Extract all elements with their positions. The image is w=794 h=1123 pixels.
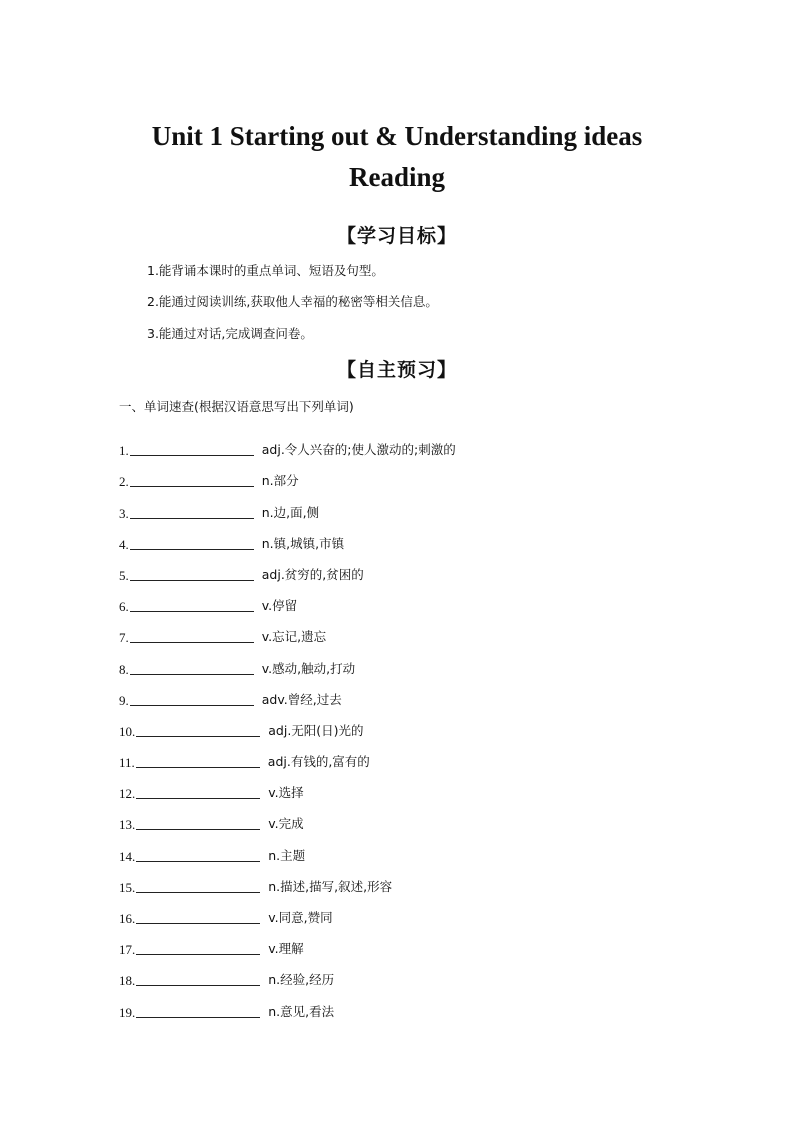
vocab-definition: n.主题 — [268, 847, 306, 863]
vocab-row — [119, 833, 719, 864]
vocab-definition: v.同意,赞同 — [268, 910, 333, 925]
vocab-answer-blank[interactable] — [130, 691, 254, 706]
vocab-number: 15. — [119, 879, 136, 895]
vocab-number: 4. — [119, 536, 129, 552]
vocab-row — [119, 865, 719, 896]
objective-item: 1.能背诵本课时的重点单词、短语及句型。 — [147, 263, 384, 278]
vocab-number: 11. — [119, 755, 135, 771]
objective-item: 2.能通过阅读训练,获取他人幸福的秘密等相关信息。 — [147, 294, 438, 309]
vocab-row — [119, 709, 719, 740]
vocab-answer-blank[interactable] — [136, 878, 260, 893]
vocab-number: 7. — [119, 630, 129, 646]
self-preview-heading: 【自主预习】 — [336, 359, 457, 381]
vocab-answer-blank[interactable] — [130, 441, 254, 456]
vocab-definition: v.忘记,遗忘 — [261, 629, 327, 645]
vocab-number: 16. — [119, 911, 136, 926]
vocab-answer-blank[interactable] — [136, 847, 260, 862]
vocab-answer-blank[interactable] — [136, 909, 260, 924]
vocab-definition: n.镇,城镇,市镇 — [261, 535, 345, 551]
vocab-definition: adj.无阳(日)光的 — [268, 722, 364, 738]
vocab-number: 1. — [119, 443, 129, 459]
vocab-definition: v.选择 — [268, 785, 304, 801]
vocab-row — [119, 896, 719, 927]
vocab-answer-blank[interactable] — [136, 722, 260, 737]
vocab-row — [119, 927, 719, 958]
vocab-answer-blank[interactable] — [136, 940, 260, 955]
vocab-number: 6. — [119, 599, 129, 615]
vocab-answer-blank[interactable] — [136, 1003, 260, 1018]
vocab-definition: adj.有钱的,富有的 — [267, 754, 370, 770]
vocab-number: 12. — [119, 786, 136, 802]
vocab-answer-blank[interactable] — [130, 597, 254, 612]
page-subtitle: Reading — [348, 162, 446, 192]
vocab-answer-blank[interactable] — [136, 971, 260, 986]
vocab-row — [119, 459, 719, 490]
vocab-definition: n.边,面,侧 — [261, 504, 320, 520]
vocab-answer-blank[interactable] — [130, 628, 254, 643]
vocab-row — [119, 428, 719, 459]
vocab-definition: n.部分 — [261, 473, 299, 489]
vocab-definition: adj.令人兴奋的;使人激动的;刺激的 — [261, 442, 456, 458]
page-title: Unit 1 Starting out & Understanding ideas — [151, 121, 643, 151]
vocab-answer-blank[interactable] — [130, 660, 254, 675]
vocab-row — [119, 490, 719, 521]
vocab-row — [119, 802, 719, 833]
vocab-answer-blank[interactable] — [136, 815, 260, 830]
vocab-number: 5. — [119, 567, 129, 583]
vocab-number: 2. — [119, 474, 129, 490]
vocab-number: 14. — [119, 848, 136, 864]
vocab-definition: v.完成 — [268, 816, 304, 832]
vocab-number: 19. — [119, 1004, 136, 1020]
vocab-row — [119, 584, 719, 615]
vocab-definition: adj.贫穷的,贫困的 — [261, 566, 364, 582]
vocab-list — [119, 428, 719, 1021]
vocab-row — [119, 958, 719, 989]
vocab-definition: v.停留 — [261, 598, 298, 614]
vocab-definition: n.描述,描写,叙述,形容 — [268, 878, 393, 894]
vocab-definition: n.意见,看法 — [268, 1003, 335, 1019]
vocab-answer-blank[interactable] — [130, 566, 254, 581]
vocab-number: 8. — [119, 661, 129, 677]
vocab-answer-blank[interactable] — [130, 472, 254, 487]
vocab-definition: adv.曾经,过去 — [261, 691, 342, 707]
vocab-row — [119, 989, 719, 1020]
vocab-number: 17. — [119, 942, 136, 958]
vocab-row — [119, 553, 719, 584]
learning-objectives-heading: 【学习目标】 — [336, 225, 457, 247]
vocab-answer-blank[interactable] — [130, 504, 254, 519]
vocab-row — [119, 678, 719, 709]
vocab-definition: n.经验,经历 — [268, 972, 335, 988]
vocab-exercise-heading: 一、单词速查(根据汉语意思写出下列单词) — [119, 399, 354, 414]
vocab-row — [119, 771, 719, 802]
vocab-row — [119, 740, 719, 771]
vocab-number: 3. — [119, 505, 129, 521]
vocab-number: 9. — [119, 692, 129, 708]
vocab-answer-blank[interactable] — [136, 784, 260, 799]
vocab-answer-blank[interactable] — [130, 535, 254, 550]
vocab-number: 13. — [119, 817, 136, 833]
objective-item: 3.能通过对话,完成调查问卷。 — [147, 326, 313, 341]
vocab-answer-blank[interactable] — [136, 753, 260, 768]
vocab-number: 18. — [119, 973, 136, 989]
vocab-number: 10. — [119, 723, 136, 739]
vocab-row — [119, 522, 719, 553]
vocab-definition: v.理解 — [268, 941, 304, 957]
vocab-definition: v.感动,触动,打动 — [261, 660, 356, 676]
vocab-row — [119, 615, 719, 646]
vocab-row — [119, 646, 719, 677]
